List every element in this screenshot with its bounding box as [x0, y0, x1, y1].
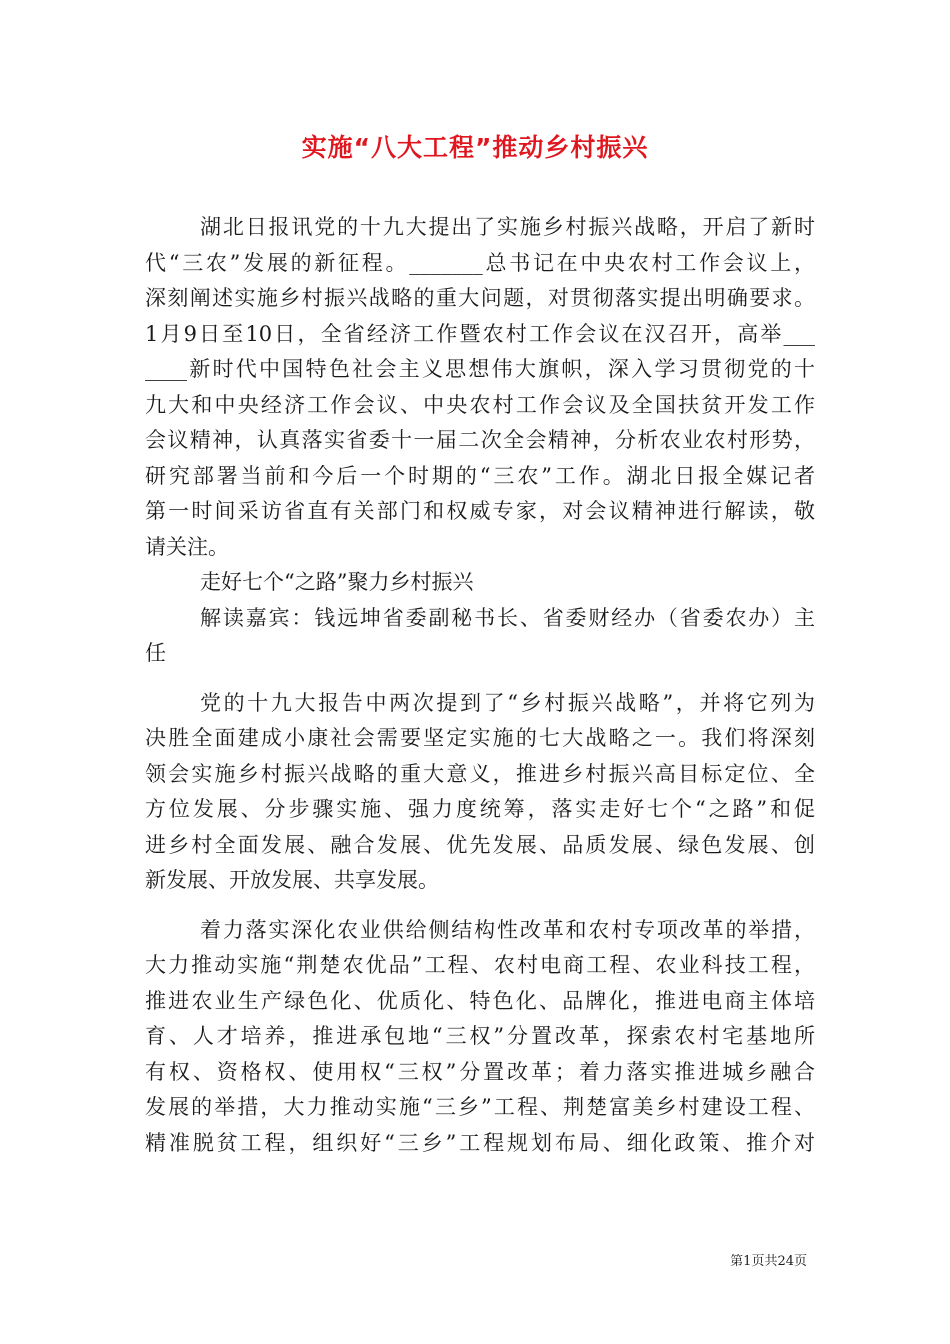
text-line: 解读嘉宾：钱远坤省委副秘书长、省委财经办（省委农办）主 [200, 605, 815, 630]
paragraph-intro [145, 210, 815, 565]
text-line: 第一时间采访省直有关部门和权威专家，对会议精神进行解读，敬 [145, 499, 815, 523]
text-line: 代“三农”发展的新征程。_______总书记在中央农村工作会议上， [145, 250, 815, 275]
section-heading: 走好七个“之路”聚力乡村振兴 [200, 570, 474, 594]
text-line: 发展的举措，大力推动实施“三乡”工程、荆楚富美乡村建设工程、 [145, 1095, 815, 1119]
text-line: ____新时代中国特色社会主义思想伟大旗帜，深入学习贯彻党的十 [145, 357, 815, 381]
text-line: 湖北日报讯党的十九大提出了实施乡村振兴战略，开启了新时 [200, 215, 815, 239]
text-line: 研究部署当前和今后一个时期的“三农”工作。湖北日报全媒记者 [145, 463, 815, 488]
text-line: 任 [145, 641, 166, 665]
paragraph-subheading [145, 565, 815, 601]
text-line: 决胜全面建成小康社会需要坚定实施的七大战略之一。我们将深刻 [145, 726, 815, 750]
paragraph-strategy [145, 686, 815, 899]
text-line: 深刻阐述实施乡村振兴战略的重大问题，对贯彻落实提出明确要求。 [145, 286, 815, 310]
paragraph-gap [145, 672, 815, 686]
document-body [145, 210, 815, 1161]
text-line: 精准脱贫工程，组织好“三乡”工程规划布局、细化政策、推介对 [145, 1130, 815, 1155]
text-line: 方位发展、分步骤实施、强力度统筹，落实走好七个“之路”和促 [145, 797, 815, 821]
text-line: 着力落实深化农业供给侧结构性改革和农村专项改革的举措， [200, 917, 815, 942]
page-number: 第1页共24页 [730, 1254, 807, 1269]
text-line: 请关注。 [145, 534, 229, 559]
text-line: 领会实施乡村振兴战略的重大意义，推进乡村振兴高目标定位、全 [145, 761, 815, 786]
text-line: 有权、资格权、使用权“三权”分置改革；着力落实推进城乡融合 [145, 1059, 815, 1084]
paragraph-guest [145, 601, 815, 672]
text-line: 推进农业生产绿色化、优质化、特色化、品牌化，推进电商主体培 [145, 988, 815, 1013]
text-line: 九大和中央经济工作会议、中央农村工作会议及全国扶贫开发工作 [145, 392, 815, 417]
text-line: 党的十九大报告中两次提到了“乡村振兴战略”，并将它列为 [200, 690, 815, 715]
text-line: 大力推动实施“荆楚农优品”工程、农村电商工程、农业科技工程， [145, 953, 815, 977]
text-line: 进乡村全面发展、融合发展、优先发展、品质发展、绿色发展、创 [145, 832, 815, 857]
text-line: 新发展、开放发展、共享发展。 [145, 868, 439, 892]
paragraph-measures [145, 913, 815, 1162]
text-line: 育、人才培养，推进承包地“三权”分置改革，探索农村宅基地所 [145, 1024, 815, 1048]
text-line: 1月9日至10日，全省经济工作暨农村工作会议在汉召开，高举___ [145, 321, 815, 346]
page-title: 实施“八大工程”推动乡村振兴 [301, 133, 649, 162]
text-line: 会议精神，认真落实省委十一届二次全会精神，分析农业农村形势， [145, 428, 815, 452]
paragraph-gap [145, 899, 815, 913]
